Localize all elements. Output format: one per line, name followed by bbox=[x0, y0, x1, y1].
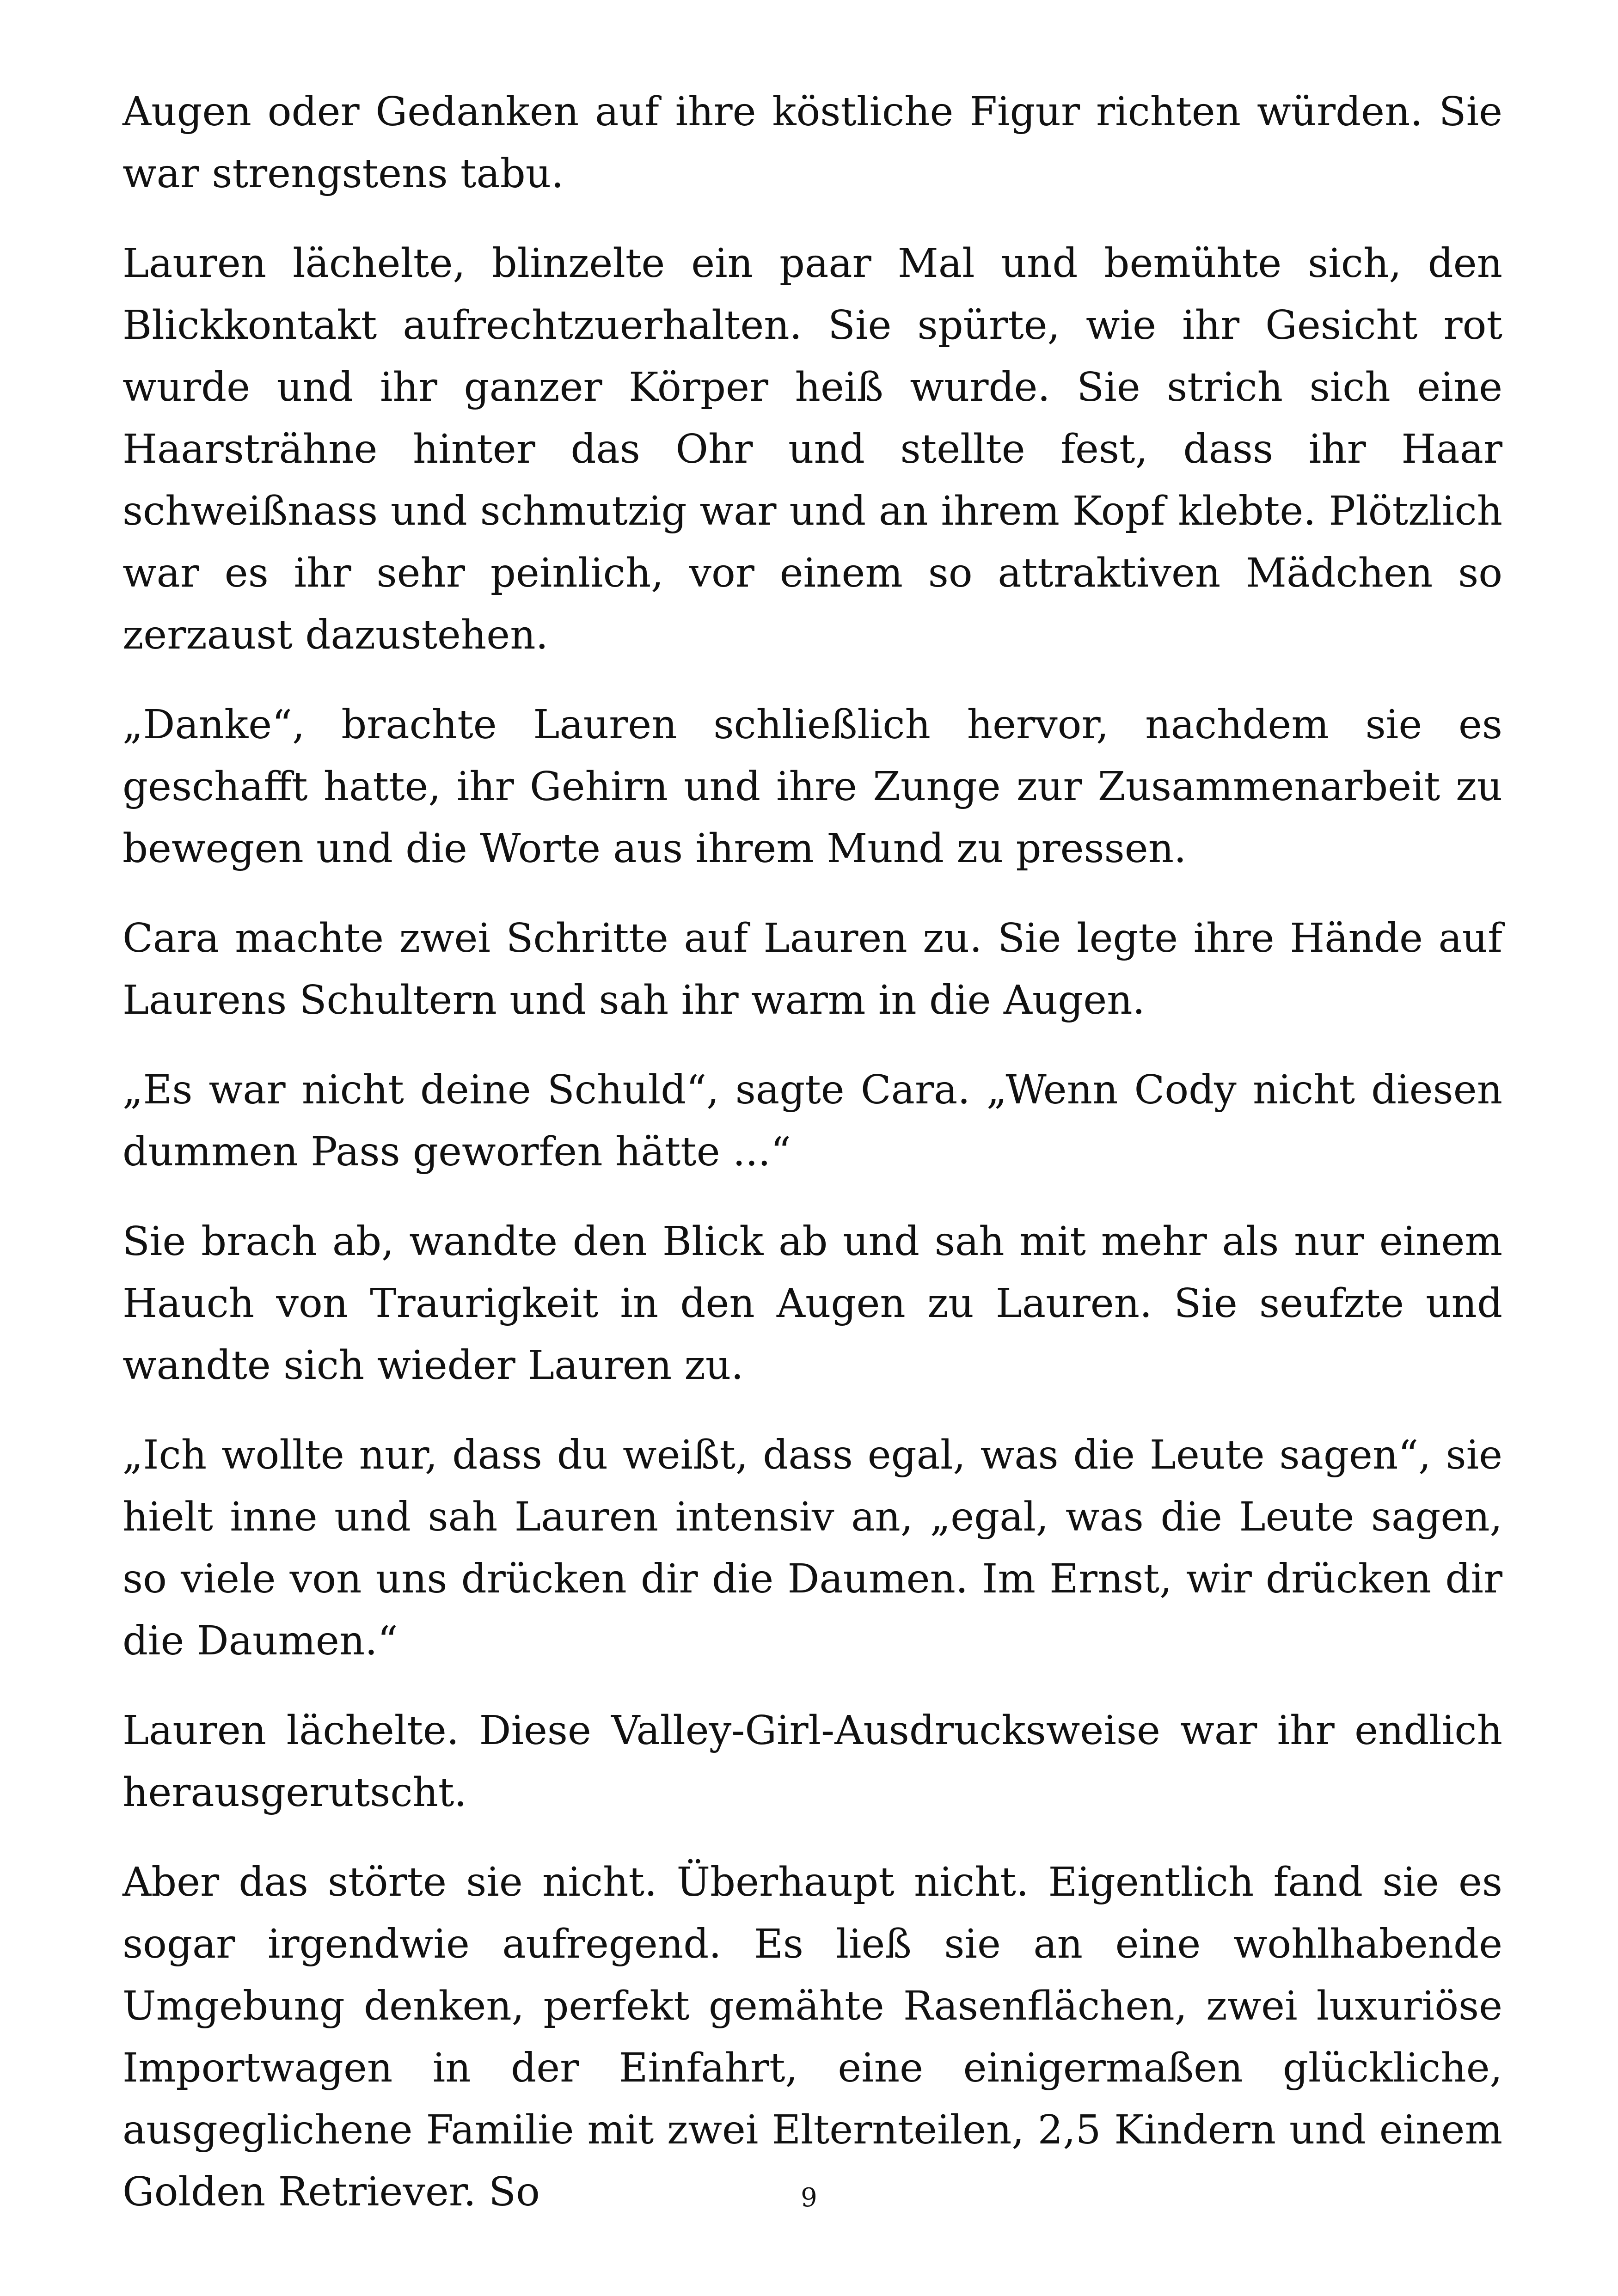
paragraph-5: „Es war nicht deine Schuld“, sagte Cara. „Wenn Cody nicht diesen dummen Pass geworfen hätte ...“ bbox=[123, 1067, 1502, 1175]
page-body bbox=[123, 81, 1502, 2215]
paragraph-7: „Ich wollte nur, dass du weißt, dass egal, was die Leute sagen“, sie hielt inne und sah Lauren intensiv an, „egal, was die Leute sagen, so viele von uns drücken dir die Daumen. Im Ernst, wir drücken dir die Daumen.“ bbox=[123, 1432, 1502, 1664]
paragraph-4: Cara machte zwei Schritte auf Lauren zu. Sie legte ihre Hände auf Laurens Schultern und sah ihr warm in die Augen. bbox=[123, 915, 1502, 1023]
paragraph-3: „Danke“, brachte Lauren schließlich hervor, nachdem sie es geschafft hatte, ihr Gehirn und ihre Zunge zur Zusammenarbeit zu bewegen und die Worte aus ihrem Mund zu pressen. bbox=[123, 702, 1502, 872]
paragraph-9: Aber das störte sie nicht. Überhaupt nicht. Eigentlich fand sie es sogar irgendwie aufregend. Es ließ sie an eine wohlhabende Umgebung denken, perfekt gemähte Rasenflächen, zwei luxuriöse Importwagen in der Einfahrt, eine einigermaßen glückliche, ausgeglichene Familie mit zwei Elternteilen, 2,5 Kindern und einem Golden Retriever. So bbox=[123, 1859, 1502, 2215]
paragraph-2: Lauren lächelte, blinzelte ein paar Mal und bemühte sich, den Blickkontakt aufrechtzuerhalten. Sie spürte, wie ihr Gesicht rot wurde und ihr ganzer Körper heiß wurde. Sie strich sich eine Haarsträhne hinter das Ohr und stellte fest, dass ihr Haar schweißnass und schmutzig war und an ihrem Kopf klebte. Plötzlich war es ihr sehr peinlich, vor einem so attraktiven Mädchen so zerzaust dazustehen. bbox=[123, 240, 1502, 658]
paragraph-6: Sie brach ab, wandte den Blick ab und sah mit mehr als nur einem Hauch von Traurigkeit in den Augen zu Lauren. Sie seufzte und wandte sich wieder Lauren zu. bbox=[123, 1218, 1502, 1389]
page-number: 9 bbox=[801, 2183, 817, 2213]
paragraph-8: Lauren lächelte. Diese Valley-Girl-Ausdrucksweise war ihr endlich herausgerutscht. bbox=[123, 1708, 1502, 1816]
paragraph-1: Augen oder Gedanken auf ihre köstliche Figur richten würden. Sie war strengstens tabu. bbox=[123, 89, 1502, 197]
